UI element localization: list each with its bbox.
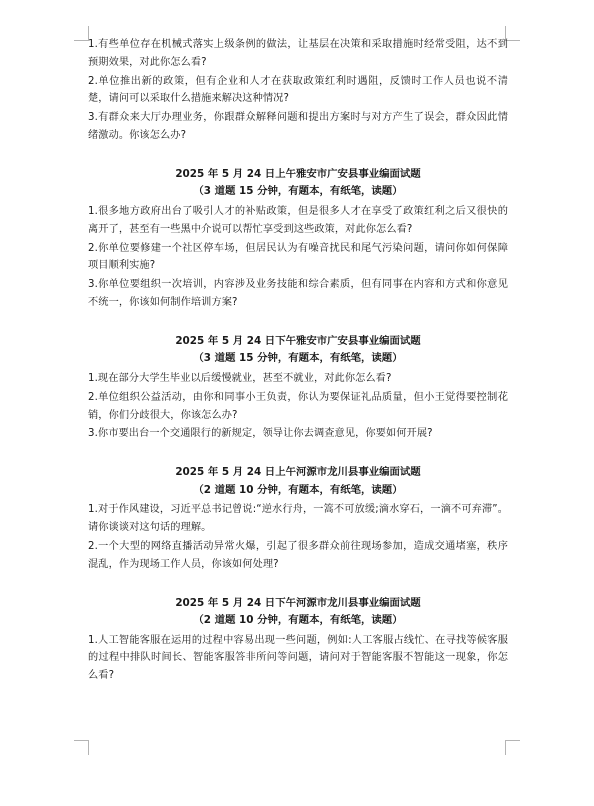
section-subtitle: （3 道题 15 分钟，有题本，有纸笔，读题）	[193, 185, 403, 198]
section-1	[88, 166, 508, 312]
section-title: 2025 年 5 月 24 日上午雅安市广安县事业编面试题	[175, 167, 421, 180]
question: 1.有些单位存在机械式落实上级条例的做法，让基层在决策和采取措施时经常受阻，达不到预期效果，对此你怎么看?	[88, 39, 508, 68]
document-body	[88, 36, 508, 686]
crop-mark-top-left	[74, 26, 89, 41]
question: 3.有群众来大厅办理业务，你跟群众解释问题和提出方案时与对方产生了误会，群众因此情绪激动。你该怎么办?	[88, 112, 508, 141]
question: 1.对于作风建设，习近平总书记曾说:“逆水行舟，一篙不可放缓;滴水穿石，一滴不可弃滞”。请你谈谈对这句话的理解。	[88, 504, 508, 534]
section-title: 2025 年 5 月 24 日上午河源市龙川县事业编面试题	[175, 466, 421, 479]
question: 2.单位推出新的政策，但有企业和人才在获取政策红利时遇阻，反馈时工作人员也说不清楚，请问可以采取什么措施来解决这种情况?	[88, 75, 508, 105]
question: 3.你市要出台一个交通限行的新规定，领导让你去调查意见，你要如何开展?	[88, 428, 433, 440]
section-subtitle: （2 道题 10 分钟，有题本，有纸笔，读题）	[193, 483, 403, 496]
section-2	[88, 333, 508, 443]
section-3	[88, 464, 508, 573]
crop-mark-bottom-left	[74, 740, 89, 755]
question: 2.单位组织公益活动，由你和同事小王负责，你认为要保证礼品质量，但小王觉得要控制花销，你们分歧很大，你该怎么办?	[88, 391, 508, 421]
intro-questions	[88, 36, 508, 145]
section-subtitle: （3 道题 15 分钟，有题本，有纸笔，读题）	[193, 352, 403, 365]
section-subtitle: （2 道题 10 分钟，有题本，有纸笔，读题）	[193, 614, 403, 627]
question: 2.你单位要修建一个社区停车场，但居民认为有噪音扰民和尾气污染问题，请问你如何保障项目顺利实施?	[88, 242, 508, 272]
section-title: 2025 年 5 月 24 日下午河源市龙川县事业编面试题	[175, 596, 421, 609]
section-4	[88, 595, 508, 686]
section-title: 2025 年 5 月 24 日下午雅安市广安县事业编面试题	[175, 334, 421, 347]
crop-mark-bottom-right	[505, 740, 520, 755]
question: 1.人工智能客服在运用的过程中容易出现一些问题，例如:人工客服占线忙、在寻找等候客服的过程中排队时间长、智能客服答非所问等问题，请问对于智能客服不智能这一现象，你怎么看?	[88, 634, 508, 682]
question: 3.你单位要组织一次培训，内容涉及业务技能和综合素质，但有同事在内容和方式和你意见不统一，你该如何制作培训方案?	[88, 279, 508, 308]
question: 2.一个大型的网络直播活动异常火爆，引起了很多群众前往现场参加，造成交通堵塞，秩序混乱，作为现场工作人员，你该如何处理?	[88, 540, 508, 570]
question: 1.现在部分大学生毕业以后缓慢就业，甚至不就业，对此你怎么看?	[88, 372, 392, 384]
question: 1.很多地方政府出台了吸引人才的补贴政策，但是很多人才在享受了政策红利之后又很快的离开了，甚至有一些黑中介说可以帮忙享受到这些政策，对此你怎么看?	[88, 205, 508, 235]
